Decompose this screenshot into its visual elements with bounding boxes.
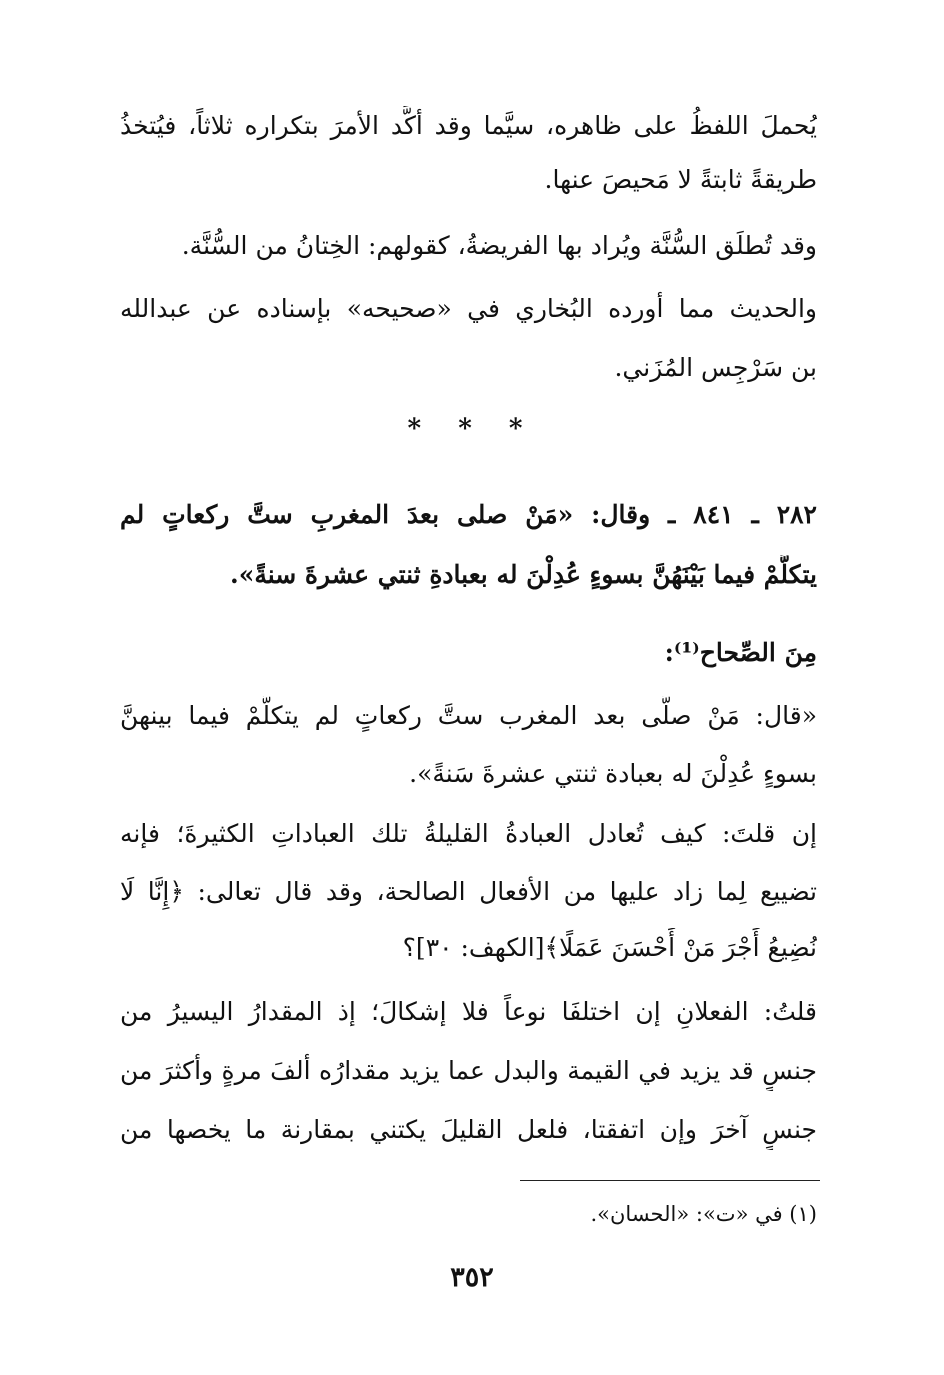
page-number: ٣٥٢ bbox=[450, 1262, 494, 1293]
text-line-10: نُضِيعُ أَجْرَ مَنْ أَحْسَنَ عَمَلًا﴾[الكهف: ٣٠]؟ bbox=[402, 933, 817, 962]
section-separator: * * * bbox=[407, 414, 537, 444]
text-line-12: جنسٍ قد يزيد في القيمة والبدل عما يزيد مقدارُه ألفَ مرةٍ وأكثرَ من bbox=[120, 1056, 817, 1085]
text-line-3: وقد تُطلَق السُّنَّة ويُراد بها الفريضةُ، كقولهم: الخِتانُ من السُّنَّة. bbox=[181, 231, 817, 260]
text-line-4: والحديث مما أورده البُخاري في «صحيحه» بإسناده عن عبدالله bbox=[120, 294, 817, 323]
text-line-8: إن قلتَ: كيف تُعادل العبادةُ القليلةُ تلك العباداتِ الكثيرةَ؛ فإنه bbox=[120, 819, 817, 848]
text-line-7: بسوءٍ عُدِلْنَ له بعبادة ثنتي عشرةَ سَنةً». bbox=[409, 759, 817, 788]
text-line-13: جنسٍ آخرَ وإن اتفقتا، فلعل القليلَ يكتني بمقارنة ما يخصها من bbox=[120, 1115, 817, 1144]
hadith-line-2: يتكلَّمْ فيما بَيْنَهُنَّ بسوءٍ عُدِلْنَ له بعبادةِ ثنتي عشرةَ سنةً». bbox=[230, 560, 817, 589]
text-line-5: بن سَرْجِس المُزَني. bbox=[614, 353, 817, 382]
footnote: (١) في «ت»: «الحسان». bbox=[590, 1202, 817, 1226]
text-line-1: يُحملَ اللفظُ على ظاهره، سيَّما وقد أكَّد الأمرَ بتكراره ثلاثاً، فيُتخذُ bbox=[120, 111, 817, 140]
subheading-sihah: مِنَ الصِّحاح⁽¹⁾: bbox=[664, 638, 817, 667]
hadith-line-1: ٢٨٢ ـ ٨٤١ ـ وقال: «مَنْ صلى بعدَ المغربِ ستَّ ركعاتٍ لم bbox=[120, 500, 817, 529]
text-line-2: طريقةً ثابتةً لا مَحيصَ عنها. bbox=[544, 165, 817, 194]
text-line-11: قلتُ: الفعلانِ إن اختلفَا نوعاً فلا إشكالَ؛ إذ المقدارُ اليسيرُ من bbox=[120, 997, 817, 1026]
footnote-divider bbox=[520, 1180, 820, 1181]
text-line-9: تضييع لِما زاد عليها من الأفعال الصالحة، وقد قال تعالى: ﴿إِنَّا لَا bbox=[120, 877, 817, 906]
text-line-6: «قال: مَنْ صلَّى بعد المغرب ستَّ ركعاتٍ لم يتكلَّمْ فيما بينهنَّ bbox=[120, 701, 817, 730]
